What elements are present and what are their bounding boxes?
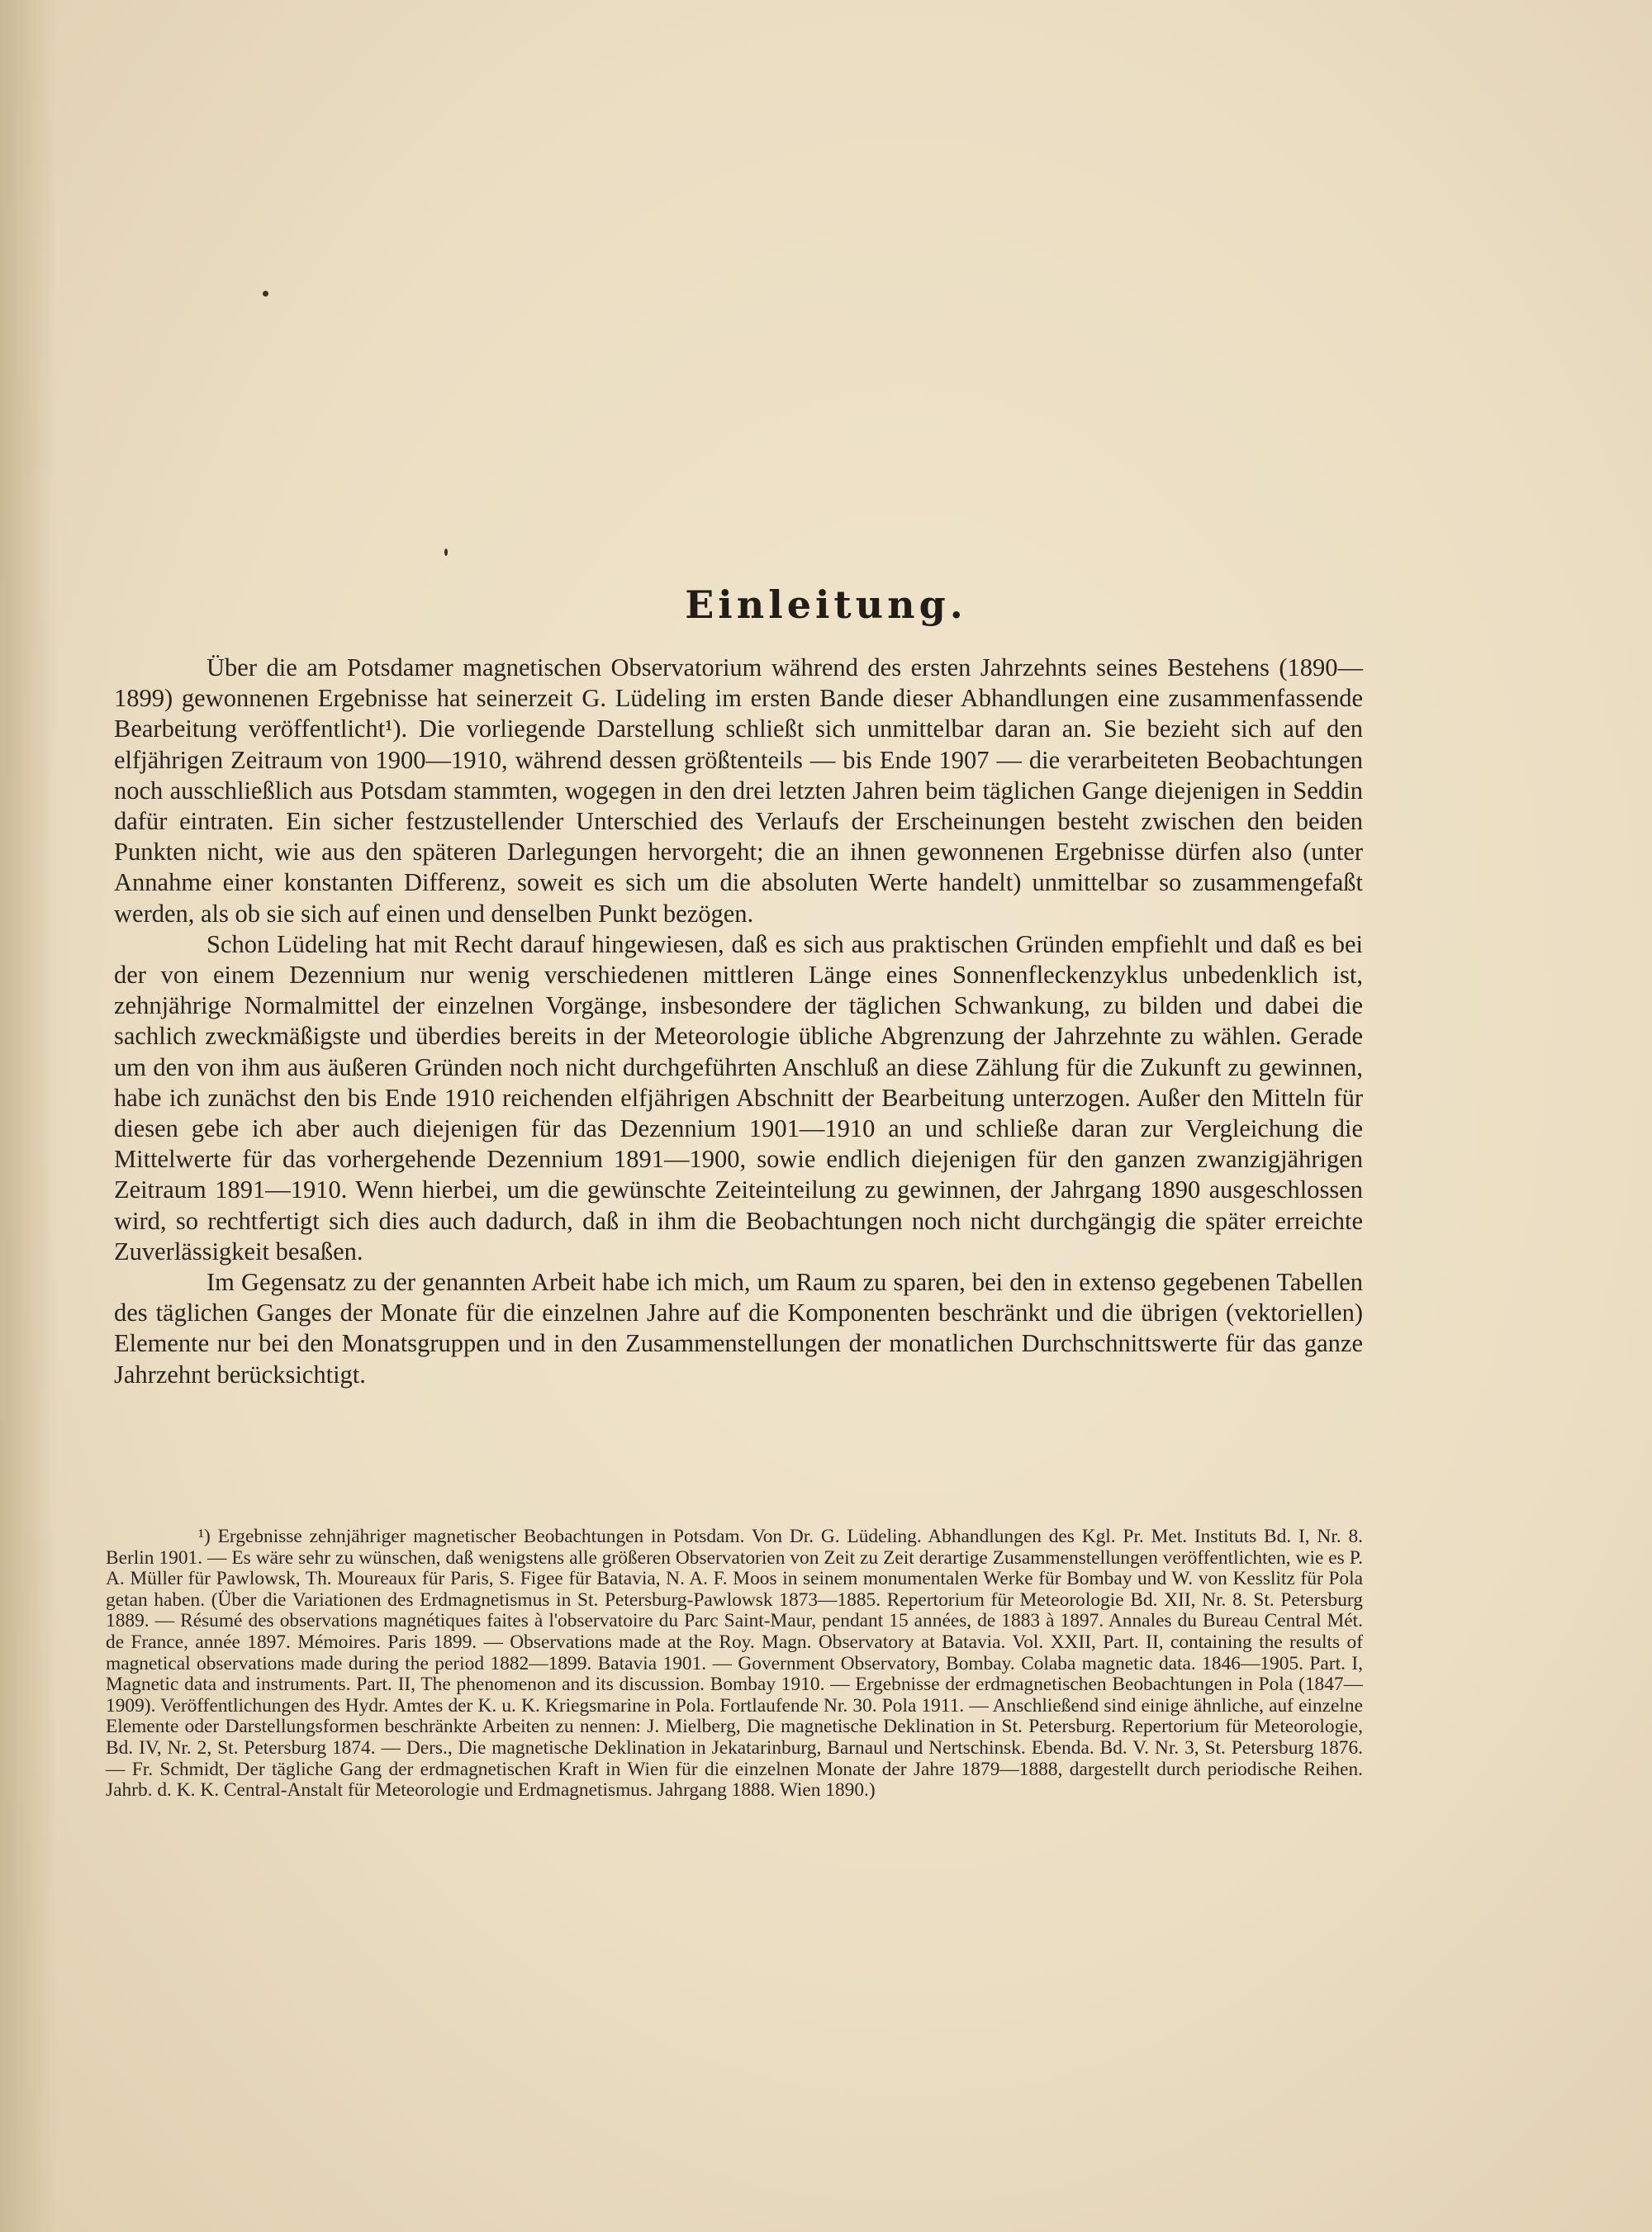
paragraph: Über die am Potsdamer magnetischen Observatorium während des ersten Jahrzehnts seines Bestehens (1890—1899) gewonnenen Ergebnisse hat seinerzeit G. Lüdeling im ersten Bande dieser Abhandlungen eine zusammenfassende Bearbeitung veröffentlicht¹). Die vorliegende Darstellung schließt sich unmittelbar daran an. Sie bezieht sich auf den elfjährigen Zeitraum von 1900—1910, während dessen größtenteils — bis Ende 1907 — die verarbeiteten Beobachtungen noch ausschließlich aus Potsdam stammten, wogegen in den drei letzten Jahren beim täglichen Gange diejenigen in Seddin dafür eintraten. Ein sicher festzustellender Unterschied des Verlaufs der Erscheinungen besteht zwischen den beiden Punkten nicht, wie aus den späteren Darlegungen hervorgeht; die an ihnen gewonnenen Ergebnisse dürfen also (unter Annahme einer konstanten Differenz, soweit es sich um die absoluten Werte handelt) unmittelbar so zusammengefaßt werden, als ob sie sich auf einen und denselben Punkt bezögen. xyxy=(114,653,1363,928)
paragraph: Schon Lüdeling hat mit Recht darauf hingewiesen, daß es sich aus praktischen Gründen empfiehlt und daß es bei der von einem Dezennium nur wenig verschiedenen mittleren Länge eines Sonnenfleckenzyklus unbedenklich ist, zehnjährige Normalmittel der einzelnen Vorgänge, insbesondere der täglichen Schwankung, zu bilden und dabei die sachlich zweckmäßigste und überdies bereits in der Meteorologie übliche Abgrenzung der Jahrzehnte zu wählen. Gerade um den von ihm aus äußeren Gründen noch nicht durchgeführten Anschluß an diese Zählung für die Zukunft zu gewinnen, habe ich zunächst den bis Ende 1910 reichenden elfjährigen Abschnitt der Bearbeitung unterzogen. Außer den Mitteln für diesen gebe ich aber auch diejenigen für das Dezennium 1901—1910 an und schließe daran zur Vergleichung die Mittelwerte für das vorhergehende Dezennium 1891—1900, sowie endlich diejenigen für den ganzen zwanzigjährigen Zeitraum 1891—1910. Wenn hierbei, um die gewünschte Zeiteinteilung zu gewinnen, der Jahrgang 1890 ausgeschlossen wird, so rechtfertigt sich dies auch dadurch, daß in ihm die Beobachtungen noch nicht durchgängig die später erreichte Zuverlässigkeit besaßen. xyxy=(114,929,1363,1266)
paragraph: Im Gegensatz zu der genannten Arbeit habe ich mich, um Raum zu sparen, bei den in extenso gegebenen Tabellen des täglichen Ganges der Monate für die einzelnen Jahre auf die Komponenten beschränkt und die übrigen (vektoriellen) Elemente nur bei den Monatsgruppen und in den Zusammenstellungen der monatlichen Durchschnittswerte für das ganze Jahrzehnt berücksichtigt. xyxy=(114,1268,1363,1389)
footnotes xyxy=(106,1527,1363,1802)
binding-edge-shadow xyxy=(0,0,58,2232)
ink-speck xyxy=(263,291,268,297)
ink-speck xyxy=(444,549,448,556)
main-text xyxy=(114,653,1363,1390)
footnote: ¹) Ergebnisse zehnjähriger magnetischer Beobachtungen in Potsdam. Von Dr. G. Lüdeling. Abhandlungen des Kgl. Pr. Met. Instituts Bd. I, Nr. 8. Berlin 1901. — Es wäre sehr zu wünschen, daß wenigstens alle größeren Observatorien von Zeit zu Zeit derartige Zusammenstellungen veröffentlichten, wie es P. A. Müller für Pawlowsk, Th. Moureaux für Paris, S. Figee für Batavia, N. A. F. Moos in seinem monumentalen Werke für Bombay und W. von Kesslitz für Pola getan haben. (Über die Variationen des Erdmagnetismus in St. Petersburg-Pawlowsk 1873—1885. Repertorium für Meteorologie Bd. XII, Nr. 8. St. Petersburg 1889. — Résumé des observations magnétiques faites à l'observatoire du Parc Saint-Maur, pendant 15 années, de 1883 à 1897. Annales du Bureau Central Mét. de France, année 1897. Mémoires. Paris 1899. — Observations made at the Roy. Magn. Observatory at Batavia. Vol. XXII, Part. II, containing the results of magnetical observations made during the period 1882—1899. Batavia 1901. — Government Observatory, Bombay. Colaba magnetic data. 1846—1905. Part. I, Magnetic data and instruments. Part. II, The phenomenon and its discussion. Bombay 1910. — Ergebnisse der erdmagnetischen Beobachtungen in Pola (1847—1909). Veröffentlichungen des Hydr. Amtes der K. u. K. Kriegsmarine in Pola. Fortlaufende Nr. 30. Pola 1911. — Anschließend sind einige ähnliche, auf einzelne Elemente oder Darstellungsformen beschränkte Arbeiten zu nennen: J. Mielberg, Die magnetische Deklination in St. Petersburg. Repertorium für Meteorologie, Bd. IV, Nr. 2, St. Petersburg 1874. — Ders., Die magnetische Deklination in Jekatarinburg, Barnaul und Nertschinsk. Ebenda. Bd. V. Nr. 3, St. Petersburg 1876. — Fr. Schmidt, Der tägliche Gang der erdmagnetischen Kraft in Wien für die einzelnen Monate der Jahre 1879—1888, dargestellt durch periodische Reihen. Jahrb. d. K. K. Central-Anstalt für Meteorologie und Erdmagnetismus. Jahrgang 1888. Wien 1890.) xyxy=(106,1526,1363,1802)
page-title: Einleitung. xyxy=(685,582,967,627)
